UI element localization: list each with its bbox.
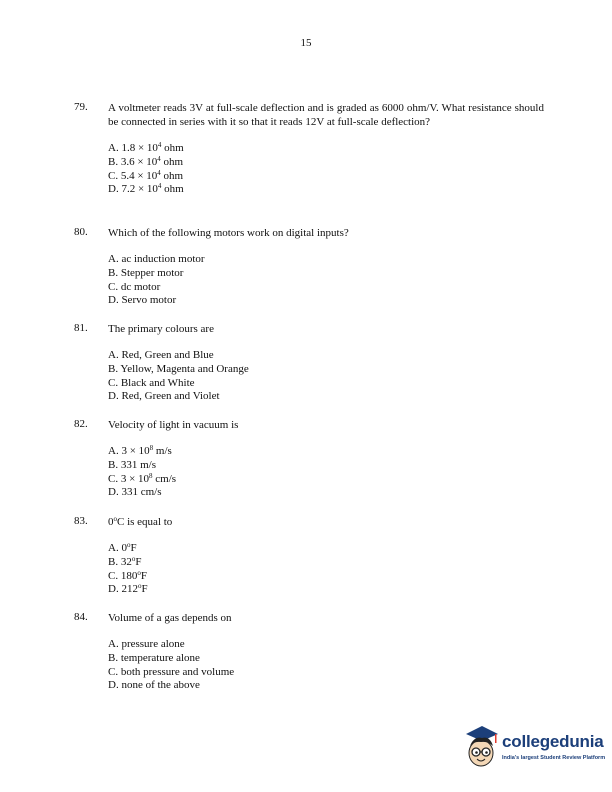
options-list: [108, 349, 544, 404]
question-81: [74, 322, 544, 404]
option-c: C. $5.4 \times 10^4$ ohm: [108, 168, 184, 182]
option-c: C. $3 \times 10^8$ cm/s: [108, 471, 177, 485]
option-b: B. $3.6 \times 10^4$ ohm: [108, 154, 184, 168]
options-list: [108, 253, 544, 308]
options-list: [108, 445, 544, 500]
option-d: D. 212$^o$F: [108, 582, 148, 596]
option-d: D. Red, Green and Violet: [108, 390, 220, 403]
page-number: 15: [300, 37, 312, 49]
question-stem: 0$^o$C is equal to: [108, 515, 173, 528]
option-b: B. Stepper motor: [108, 266, 184, 279]
option-c: C. Black and White: [108, 376, 195, 389]
collegedunia-logo[interactable]: [462, 722, 606, 774]
question-83: [74, 515, 544, 597]
options-list: [108, 542, 544, 597]
option-a: A. $3 \times 10^8$ m/s: [108, 444, 172, 457]
option-a: A. 0$^o$F: [108, 541, 137, 554]
question-stem: Volume of a gas depends on: [108, 612, 232, 624]
option-c: C. both pressure and volume: [108, 665, 235, 678]
options-list: [108, 142, 544, 197]
option-b: B. 32$^o$F: [108, 554, 142, 568]
question-number: 82.: [74, 418, 88, 430]
question-84: [74, 611, 544, 693]
option-a: A. pressure alone: [108, 638, 185, 650]
question-number: 79.: [74, 101, 88, 113]
question-number: 80.: [74, 226, 88, 238]
question-79: [74, 101, 544, 197]
option-b: B. 331 m/s: [108, 458, 156, 471]
brand-name: collegedunia: [502, 732, 604, 751]
option-c: C. dc motor: [108, 280, 161, 293]
question-stem: Which of the following motors work on digital inputs?: [108, 227, 349, 239]
option-a: A. ac induction motor: [108, 253, 205, 265]
question-number: 83.: [74, 515, 88, 527]
option-d: D. 331 cm/s: [108, 486, 162, 499]
question-82: [74, 418, 544, 500]
option-c: C. 180$^o$F: [108, 568, 147, 582]
option-d: D. Servo motor: [108, 294, 177, 307]
option-a: A. $1.8 \times 10^4$ ohm: [108, 141, 184, 154]
question-80: [74, 226, 544, 308]
question-stem: Velocity of light in vacuum is: [108, 419, 239, 431]
option-b: B. temperature alone: [108, 651, 200, 664]
options-list: [108, 638, 544, 693]
option-b: B. Yellow, Magenta and Orange: [108, 362, 249, 375]
graduate-mascot-icon: [462, 722, 500, 772]
option-d: D. none of the above: [108, 679, 200, 692]
question-number: 84.: [74, 611, 88, 623]
question-stem: A voltmeter reads 3V at full-scale deflection and is graded as 6000 ohm/V. What resistance should be connected in series with it so that it reads 12V at full-scale deflection?: [108, 102, 544, 128]
question-stem: The primary colours are: [108, 323, 214, 335]
brand-tagline: India's largest Student Review Platform: [502, 755, 606, 761]
option-d: D. $7.2 \times 10^4$ ohm: [108, 182, 184, 196]
option-a: A. Red, Green and Blue: [108, 349, 214, 361]
question-number: 81.: [74, 322, 88, 334]
